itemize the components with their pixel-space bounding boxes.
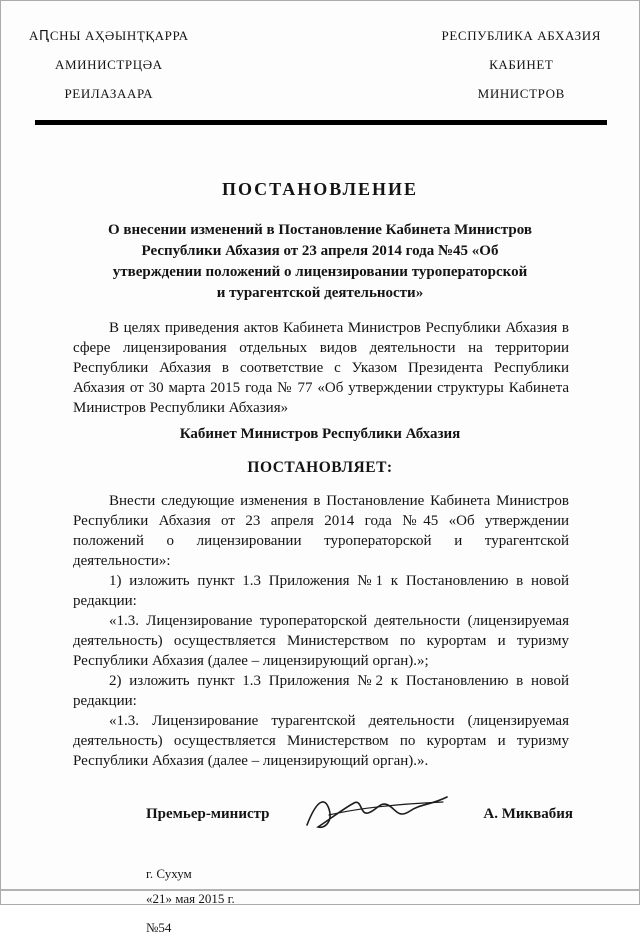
document-title: ПОСТАНОВЛЕНИЕ — [221, 179, 419, 199]
header-divider — [35, 120, 607, 125]
footer-date: «21» мая 2015 г. — [146, 891, 235, 906]
authority-line: Кабинет Министров Республики Абхазия — [179, 426, 461, 442]
scan-artifact-line — [1, 889, 639, 891]
paragraph: 2) изложить пункт 1.3 Приложения №2 к Постановлению в новой редакции: — [73, 673, 569, 709]
paragraph: Внести следующие изменения в Постановление Кабинета Министров Республики Абхазия от 23 апреля 2014 года №45 «Об утверждении положений о лицензировании туроператорской и турагентской деятельности»: — [73, 493, 569, 569]
paragraph: «1.3. Лицензирование туроператорской деятельности (лицензируемая деятельность) осуществляется Министерством по курортам и туризму Республики Абхазия (далее – лицензирующий орган).»; — [73, 613, 569, 669]
letterhead-left — [29, 21, 189, 108]
preamble-paragraph: В целях приведения актов Кабинета Министров Республики Абхазия в сфере лицензирования отдельных видов деятельности на территории Республики Абхазия в соответствие с Указом Президента Республики Абхазия от 30 марта 2015 года № 77 «Об утверждении структуры Кабинета Министров Республики Абхазия» — [73, 320, 569, 416]
paragraph: «1.3. Лицензирование турагентской деятельности (лицензируемая деятельность) осуществляется Министерством по курортам и туризму Республики Абхазия (далее – лицензирующий орган).». — [73, 713, 569, 769]
signature-block — [146, 789, 573, 840]
signature-image — [301, 789, 451, 840]
signature-name: А. Миквабия — [483, 806, 573, 822]
letterhead-left-line: АԤСНЫ АҲӘЫНҬҚАРРА — [29, 28, 189, 43]
letterhead-right-line: РЕСПУБЛИКА АБХАЗИЯ — [441, 28, 601, 43]
decree-word: ПОСТАНОВЛЯЕТ: — [247, 459, 393, 476]
signature-role: Премьер-министр — [146, 806, 270, 822]
footer-city: г. Сухум — [146, 866, 192, 881]
document-subtitle: О внесении изменений в Постановление Кабинета Министров Республики Абхазия от 23 апреля 2014 года №45 «Об утверждении положений о лицензировании туроператорской и турагентской деятельности» — [108, 222, 532, 301]
letterhead-right — [442, 21, 601, 108]
paragraph: 1) изложить пункт 1.3 Приложения №1 к Постановлению в новой редакции: — [73, 573, 569, 609]
footer-number: №54 — [146, 920, 172, 935]
letterhead-right-line: КАБИНЕТ — [489, 57, 554, 72]
letterhead-left-line: РЕИЛАЗААРА — [64, 86, 154, 101]
letterhead — [1, 1, 639, 108]
body-text — [73, 491, 569, 771]
letterhead-right-line: МИНИСТРОВ — [477, 86, 565, 101]
letterhead-left-line: АМИНИСТРЦӘА — [54, 57, 163, 72]
document-footer — [146, 866, 639, 936]
